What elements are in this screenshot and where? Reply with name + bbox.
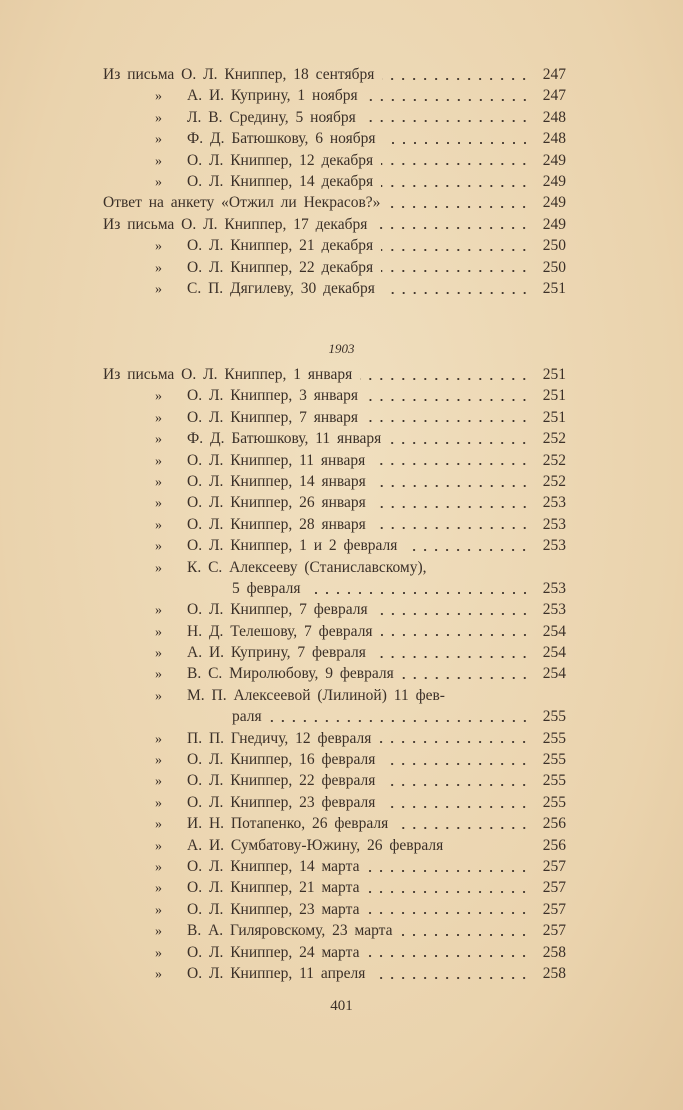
entry-title: О. Л. Книппер, 23 февраля bbox=[187, 793, 376, 811]
toc-entry bbox=[103, 599, 566, 620]
entry-title: О. Л. Книппер, 11 января bbox=[187, 451, 366, 469]
leader-dots bbox=[366, 98, 530, 102]
entry-page: 247 bbox=[542, 87, 566, 105]
leader-dots bbox=[388, 205, 530, 209]
ditto-mark: » bbox=[155, 474, 162, 490]
ditto-mark: » bbox=[155, 539, 162, 555]
ditto-mark: » bbox=[155, 389, 162, 405]
leader-dots bbox=[374, 655, 530, 659]
toc-section-1903 bbox=[103, 364, 566, 984]
entry-page: 249 bbox=[542, 172, 566, 190]
entry-title-continuation: 5 февраля bbox=[232, 579, 301, 597]
entry-page: 253 bbox=[542, 601, 566, 619]
ditto-mark: » bbox=[155, 432, 162, 448]
toc-entry bbox=[103, 813, 566, 834]
toc-entry bbox=[103, 685, 566, 706]
entry-title: Ф. Д. Батюшкову, 11 января bbox=[187, 430, 382, 448]
entry-title: П. П. Гнедичу, 12 февраля bbox=[187, 729, 372, 747]
entry-page: 258 bbox=[542, 943, 566, 961]
ditto-mark: » bbox=[155, 89, 162, 105]
leader-dots bbox=[400, 933, 530, 937]
ditto-mark: » bbox=[155, 902, 162, 918]
ditto-mark: » bbox=[155, 838, 162, 854]
entry-title: В. А. Гиляровскому, 23 марта bbox=[187, 922, 393, 940]
ditto-mark: » bbox=[155, 924, 162, 940]
ditto-mark: » bbox=[155, 966, 162, 982]
leader-dots bbox=[270, 719, 530, 723]
entry-page: 250 bbox=[542, 237, 566, 255]
entry-title: Л. В. Средину, 5 ноября bbox=[187, 108, 356, 126]
leader-dots bbox=[381, 248, 530, 252]
entry-title: О. Л. Книппер, 21 декабря bbox=[187, 237, 374, 255]
ditto-mark: » bbox=[155, 496, 162, 512]
toc-entry bbox=[103, 471, 566, 492]
entry-title: В. С. Миролюбову, 9 февраля bbox=[187, 665, 394, 683]
toc-entry bbox=[103, 663, 566, 684]
leader-dots bbox=[384, 141, 531, 145]
toc-entry bbox=[103, 835, 566, 856]
leader-dots bbox=[309, 591, 531, 595]
ditto-mark: » bbox=[155, 517, 162, 533]
ditto-mark: » bbox=[155, 731, 162, 747]
entry-title: О. Л. Книппер, 21 марта bbox=[187, 879, 360, 897]
toc-entry bbox=[103, 278, 566, 299]
toc-entry-continuation bbox=[103, 706, 566, 727]
toc-entry bbox=[103, 642, 566, 663]
leader-dots bbox=[373, 976, 530, 980]
ditto-mark: » bbox=[155, 817, 162, 833]
ditto-mark: » bbox=[155, 110, 162, 126]
leader-dots bbox=[405, 548, 530, 552]
entry-page: 248 bbox=[542, 130, 566, 148]
toc-entry bbox=[103, 856, 566, 877]
entry-page: 251 bbox=[542, 387, 566, 405]
leader-dots bbox=[366, 398, 530, 402]
leader-dots bbox=[381, 162, 530, 166]
entry-title: Н. Д. Телешову, 7 февраля bbox=[187, 622, 373, 640]
leader-dots bbox=[364, 119, 530, 123]
toc-entry bbox=[103, 963, 566, 984]
toc-entry bbox=[103, 514, 566, 535]
entry-page: 254 bbox=[542, 644, 566, 662]
entry-title: Ответ на анкету «Отжил ли Некрасов?» bbox=[103, 194, 381, 212]
entry-page: 255 bbox=[542, 793, 566, 811]
entry-title: И. Н. Потапенко, 26 февраля bbox=[187, 815, 389, 833]
entry-page: 249 bbox=[542, 151, 566, 169]
ditto-mark: » bbox=[155, 560, 162, 576]
toc-entry bbox=[103, 85, 566, 106]
entry-title: О. Л. Книппер, 12 декабря bbox=[187, 151, 374, 169]
leader-dots bbox=[381, 184, 530, 188]
entry-title: М. П. Алексеевой (Лилиной) 11 фев- bbox=[187, 686, 445, 704]
toc-entry bbox=[103, 877, 566, 898]
leader-dots bbox=[381, 633, 530, 637]
ditto-mark: » bbox=[155, 667, 162, 683]
toc-entry bbox=[103, 920, 566, 941]
leader-dots bbox=[367, 890, 530, 894]
toc-entry bbox=[103, 899, 566, 920]
toc-entry bbox=[103, 150, 566, 171]
toc-entry bbox=[103, 535, 566, 556]
entry-title: О. Л. Книппер, 1 и 2 февраля bbox=[187, 537, 398, 555]
ditto-mark: » bbox=[155, 603, 162, 619]
entry-title: О. Л. Книппер, 14 декабря bbox=[187, 172, 374, 190]
year-heading: 1903 bbox=[328, 341, 355, 356]
ditto-mark: » bbox=[155, 132, 162, 148]
toc-entry bbox=[103, 214, 566, 235]
leader-dots bbox=[381, 269, 530, 273]
toc-entry bbox=[103, 728, 566, 749]
ditto-mark: » bbox=[155, 859, 162, 875]
entry-page: 253 bbox=[542, 515, 566, 533]
ditto-mark: » bbox=[155, 453, 162, 469]
leader-dots bbox=[379, 740, 530, 744]
entry-page: 255 bbox=[542, 751, 566, 769]
entry-title: О. Л. Книппер, 22 февраля bbox=[187, 772, 376, 790]
entry-title: О. Л. Книппер, 14 января bbox=[187, 472, 366, 490]
toc-entry bbox=[103, 621, 566, 642]
entry-page: 254 bbox=[542, 622, 566, 640]
entry-title: О. Л. Книппер, 7 января bbox=[187, 408, 359, 426]
page-number: 401 bbox=[330, 998, 353, 1014]
entry-page: 249 bbox=[542, 215, 566, 233]
toc-entry bbox=[103, 107, 566, 128]
entry-title: Ф. Д. Батюшкову, 6 ноября bbox=[187, 130, 376, 148]
entry-title: Из письма О. Л. Книппер, 1 января bbox=[103, 366, 353, 383]
leader-dots bbox=[375, 226, 530, 230]
entry-page: 248 bbox=[542, 108, 566, 126]
toc-entry bbox=[103, 235, 566, 256]
entry-title: О. Л. Книппер, 26 января bbox=[187, 494, 366, 512]
leader-dots bbox=[383, 291, 530, 295]
toc-entry bbox=[103, 450, 566, 471]
entry-title: О. Л. Книппер, 16 февраля bbox=[187, 751, 376, 769]
entry-page: 249 bbox=[542, 194, 566, 212]
entry-page: 250 bbox=[542, 258, 566, 276]
ditto-mark: » bbox=[155, 945, 162, 961]
ditto-mark: » bbox=[155, 688, 162, 704]
ditto-mark: » bbox=[155, 174, 162, 190]
ditto-mark: » bbox=[155, 624, 162, 640]
ditto-mark: » bbox=[155, 260, 162, 276]
toc-entry bbox=[103, 128, 566, 149]
toc-entry bbox=[103, 557, 566, 578]
leader-dots bbox=[367, 954, 530, 958]
leader-dots bbox=[374, 526, 530, 530]
leader-dots bbox=[360, 377, 530, 381]
toc-entry bbox=[103, 364, 566, 385]
entry-page: 253 bbox=[542, 537, 566, 555]
toc-entry bbox=[103, 792, 566, 813]
entry-page: 256 bbox=[542, 815, 566, 833]
entry-page: 252 bbox=[542, 451, 566, 469]
leader-dots bbox=[383, 762, 530, 766]
entry-title-continuation: раля bbox=[232, 708, 262, 726]
leader-dots bbox=[383, 783, 530, 787]
entry-title: С. П. Дягилеву, 30 декабря bbox=[187, 279, 375, 297]
entry-title: О. Л. Книппер, 3 января bbox=[187, 387, 359, 405]
entry-page: 257 bbox=[542, 879, 566, 897]
toc-entry bbox=[103, 385, 566, 406]
entry-page: 254 bbox=[542, 665, 566, 683]
entry-title: О. Л. Книппер, 28 января bbox=[187, 515, 366, 533]
entry-title: К. С. Алексееву (Станиславскому), bbox=[187, 558, 427, 576]
entry-page: 257 bbox=[542, 900, 566, 918]
entry-page: 257 bbox=[542, 857, 566, 875]
toc-entry bbox=[103, 171, 566, 192]
ditto-mark: » bbox=[155, 153, 162, 169]
leader-dots bbox=[374, 505, 530, 509]
ditto-mark: » bbox=[155, 646, 162, 662]
entry-title: А. И. Куприну, 1 ноября bbox=[187, 87, 358, 105]
leader-dots bbox=[367, 911, 530, 915]
entry-title: О. Л. Книппер, 24 марта bbox=[187, 943, 360, 961]
entry-title: О. Л. Книппер, 14 марта bbox=[187, 857, 360, 875]
leader-dots bbox=[376, 612, 530, 616]
leader-dots bbox=[402, 676, 530, 680]
entry-page: 247 bbox=[542, 66, 566, 83]
entry-title: Из письма О. Л. Книппер, 18 сентября bbox=[103, 66, 375, 83]
entry-title: О. Л. Книппер, 11 апреля bbox=[187, 964, 366, 982]
leader-dots bbox=[383, 805, 530, 809]
ditto-mark: » bbox=[155, 281, 162, 297]
toc-entry bbox=[103, 428, 566, 449]
entry-page: 252 bbox=[542, 472, 566, 490]
entry-page: 253 bbox=[542, 494, 566, 512]
ditto-mark: » bbox=[155, 753, 162, 769]
entry-page: 256 bbox=[542, 836, 566, 854]
leader-dots bbox=[373, 462, 530, 466]
entry-title: О. Л. Книппер, 22 декабря bbox=[187, 258, 374, 276]
toc-entry bbox=[103, 942, 566, 963]
entry-page: 255 bbox=[542, 772, 566, 790]
toc-entry bbox=[103, 257, 566, 278]
leader-dots bbox=[366, 419, 530, 423]
entry-title: О. Л. Книппер, 7 февраля bbox=[187, 601, 368, 619]
entry-title: А. И. Сумбатову-Южину, 26 февраля bbox=[187, 836, 444, 854]
ditto-mark: » bbox=[155, 410, 162, 426]
leader-dots bbox=[389, 441, 530, 445]
entry-title: О. Л. Книппер, 23 марта bbox=[187, 900, 360, 918]
toc-section-1902 bbox=[103, 64, 566, 299]
toc-entry bbox=[103, 770, 566, 791]
ditto-mark: » bbox=[155, 239, 162, 255]
ditto-mark: » bbox=[155, 881, 162, 897]
entry-page: 255 bbox=[542, 729, 566, 747]
toc-entry bbox=[103, 492, 566, 513]
entry-page: 252 bbox=[542, 430, 566, 448]
entry-page: 251 bbox=[542, 408, 566, 426]
entry-page: 253 bbox=[542, 579, 566, 597]
toc-entry-continuation bbox=[103, 578, 566, 599]
ditto-mark: » bbox=[155, 774, 162, 790]
entry-page: 255 bbox=[542, 708, 566, 726]
toc-entry bbox=[103, 749, 566, 770]
leader-dots bbox=[367, 869, 530, 873]
entry-page: 257 bbox=[542, 922, 566, 940]
entry-page: 258 bbox=[542, 964, 566, 982]
leader-dots bbox=[396, 826, 530, 830]
ditto-mark: » bbox=[155, 795, 162, 811]
toc-entry bbox=[103, 64, 566, 85]
entry-title: Из письма О. Л. Книппер, 17 декабря bbox=[103, 215, 368, 233]
leader-dots bbox=[374, 484, 530, 488]
entry-page: 251 bbox=[542, 279, 566, 297]
entry-page: 251 bbox=[542, 366, 566, 383]
leader-dots bbox=[382, 77, 530, 81]
toc-entry bbox=[103, 407, 566, 428]
entry-title: А. И. Куприну, 7 февраля bbox=[187, 644, 366, 662]
toc-entry bbox=[103, 192, 566, 213]
